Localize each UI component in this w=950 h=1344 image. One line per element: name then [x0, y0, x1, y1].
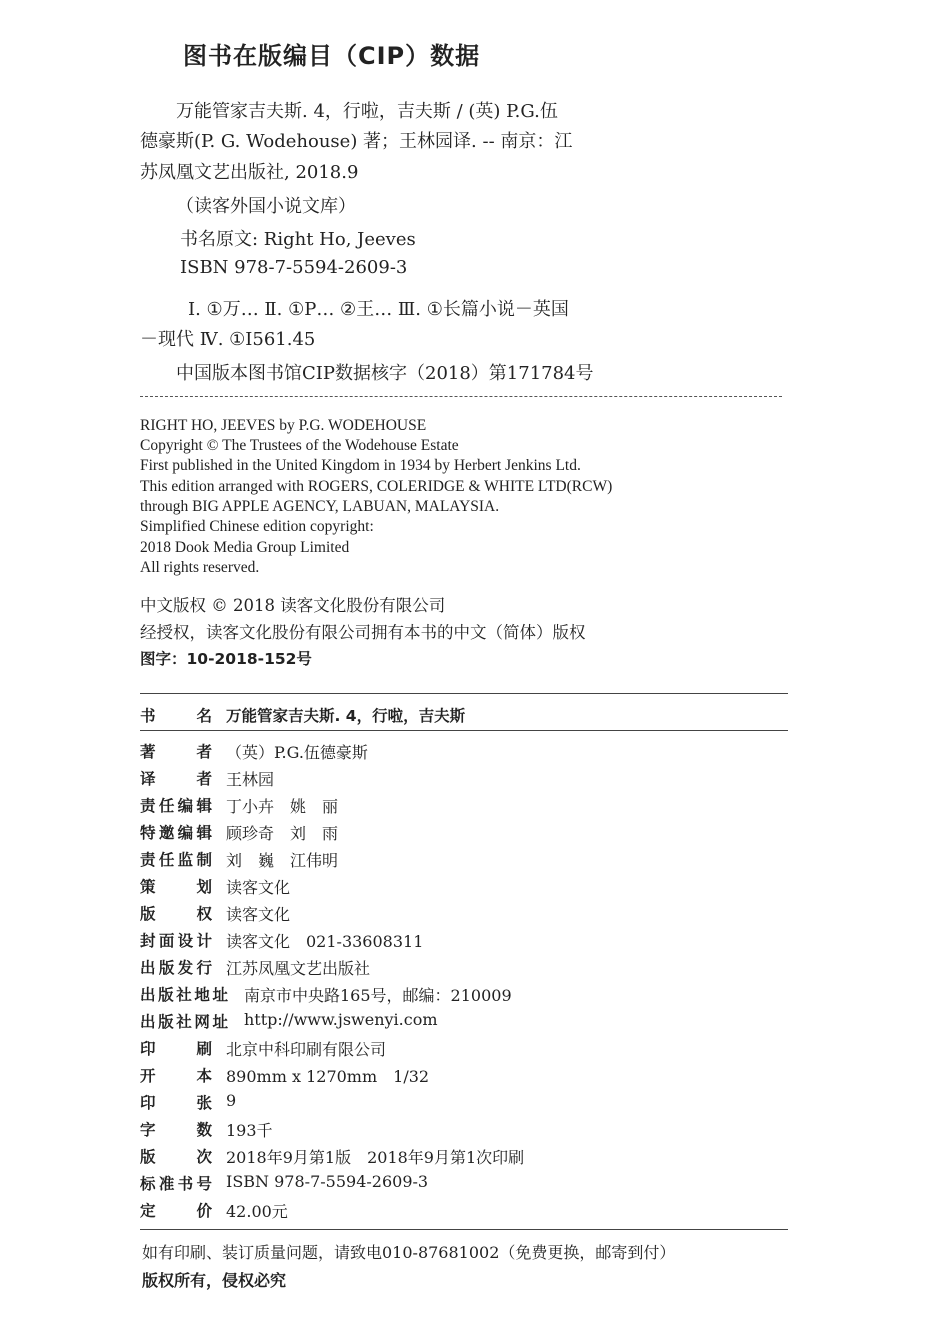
divider	[140, 730, 788, 731]
detail-value: 9	[226, 1091, 237, 1110]
cip-classification: Ⅰ. ①万… Ⅱ. ①P… ②王… Ⅲ. ①长篇小说－英国	[188, 299, 569, 320]
cip-title: 图书在版编目（CIP）数据	[183, 42, 481, 70]
detail-value: http://www.jswenyi.com	[244, 1010, 438, 1029]
copyright-line: Copyright © The Trustees of the Wodehouse Estate	[140, 437, 459, 454]
detail-value: 丁小卉 姚 丽	[226, 797, 339, 816]
cip-line: 万能管家吉夫斯. 4，行啦，吉夫斯 / (英) P.G.伍	[176, 101, 558, 122]
detail-value: 读客文化	[226, 905, 291, 924]
detail-label: 出版社网址	[140, 1013, 228, 1031]
detail-label: 出版社地址	[140, 986, 228, 1004]
detail-label: 责任监制	[140, 851, 212, 869]
detail-value: 南京市中央路165号，邮编：210009	[244, 986, 512, 1005]
copyright-line: Simplified Chinese edition copyright:	[140, 518, 374, 535]
detail-label: 印张	[140, 1094, 212, 1112]
cip-original-title: 书名原文: Right Ho, Jeeves	[180, 229, 416, 250]
detail-value: 42.00元	[226, 1202, 288, 1221]
detail-label: 书 名	[140, 707, 212, 725]
rights-notice: 版权所有，侵权必究	[142, 1271, 287, 1290]
copyright-line: All rights reserved.	[140, 559, 260, 576]
chinese-license: 经授权，读客文化股份有限公司拥有本书的中文（简体）版权	[140, 623, 586, 642]
copyright-line: First published in the United Kingdom in 1934 by Herbert Jenkins Ltd.	[140, 457, 581, 474]
detail-value: 2018年9月第1版 2018年9月第1次印刷	[226, 1148, 525, 1167]
detail-label: 定价	[140, 1202, 212, 1220]
detail-value: 北京中科印刷有限公司	[226, 1040, 387, 1059]
detail-value: 读客文化	[226, 878, 291, 897]
copyright-line: This edition arranged with ROGERS, COLERIDGE & WHITE LTD(RCW)	[140, 478, 613, 495]
cip-classification-cont: －现代 Ⅳ. ①I561.45	[140, 329, 316, 350]
dashed-divider	[140, 396, 782, 397]
quality-notice: 如有印刷、装订质量问题，请致电010-87681002（免费更换，邮寄到付）	[142, 1243, 676, 1262]
detail-value: 顾珍奇 刘 雨	[226, 824, 339, 843]
chinese-copyright: 中文版权 © 2018 读客文化股份有限公司	[140, 596, 446, 615]
contract-number: 图字：10-2018-152号	[140, 650, 312, 668]
detail-label: 开本	[140, 1067, 212, 1085]
detail-value: 江苏凤凰文艺出版社	[226, 959, 371, 978]
copyright-line: through BIG APPLE AGENCY, LABUAN, MALAYSIA.	[140, 498, 500, 515]
detail-label: 策划	[140, 878, 212, 896]
detail-label: 印刷	[140, 1040, 212, 1058]
divider	[140, 693, 788, 694]
detail-label: 著者	[140, 743, 212, 761]
cip-series: （读客外国小说文库）	[176, 196, 356, 217]
cip-line: 苏凤凰文艺出版社, 2018.9	[140, 162, 359, 183]
detail-label: 版次	[140, 1148, 212, 1166]
detail-value: 王林园	[226, 770, 275, 789]
detail-label: 标准书号	[140, 1175, 212, 1193]
detail-value: 读客文化 021-33608311	[226, 932, 424, 951]
detail-value: 193千	[226, 1121, 273, 1140]
detail-value: ISBN 978-7-5594-2609-3	[226, 1172, 429, 1191]
detail-label: 特邀编辑	[140, 824, 212, 842]
cip-verification: 中国版本图书馆CIP数据核字（2018）第171784号	[176, 363, 594, 384]
cip-isbn: ISBN 978-7-5594-2609-3	[180, 257, 408, 278]
detail-label: 封面设计	[140, 932, 212, 950]
detail-value: 万能管家吉夫斯. 4，行啦，吉夫斯	[226, 707, 466, 725]
detail-label: 出版发行	[140, 959, 212, 977]
detail-label: 版权	[140, 905, 212, 923]
detail-label: 字数	[140, 1121, 212, 1139]
copyright-line: RIGHT HO, JEEVES by P.G. WODEHOUSE	[140, 417, 427, 434]
copyright-line: 2018 Dook Media Group Limited	[140, 539, 350, 556]
detail-value: （英）P.G.伍德豪斯	[226, 743, 368, 762]
detail-value: 890mm x 1270mm 1/32	[226, 1067, 430, 1086]
detail-label: 译者	[140, 770, 212, 788]
detail-label: 责任编辑	[140, 797, 212, 815]
divider	[140, 1229, 788, 1230]
detail-value: 刘 巍 江伟明	[226, 851, 339, 870]
cip-line: 德豪斯(P. G. Wodehouse) 著；王林园译. -- 南京：江	[140, 131, 573, 152]
